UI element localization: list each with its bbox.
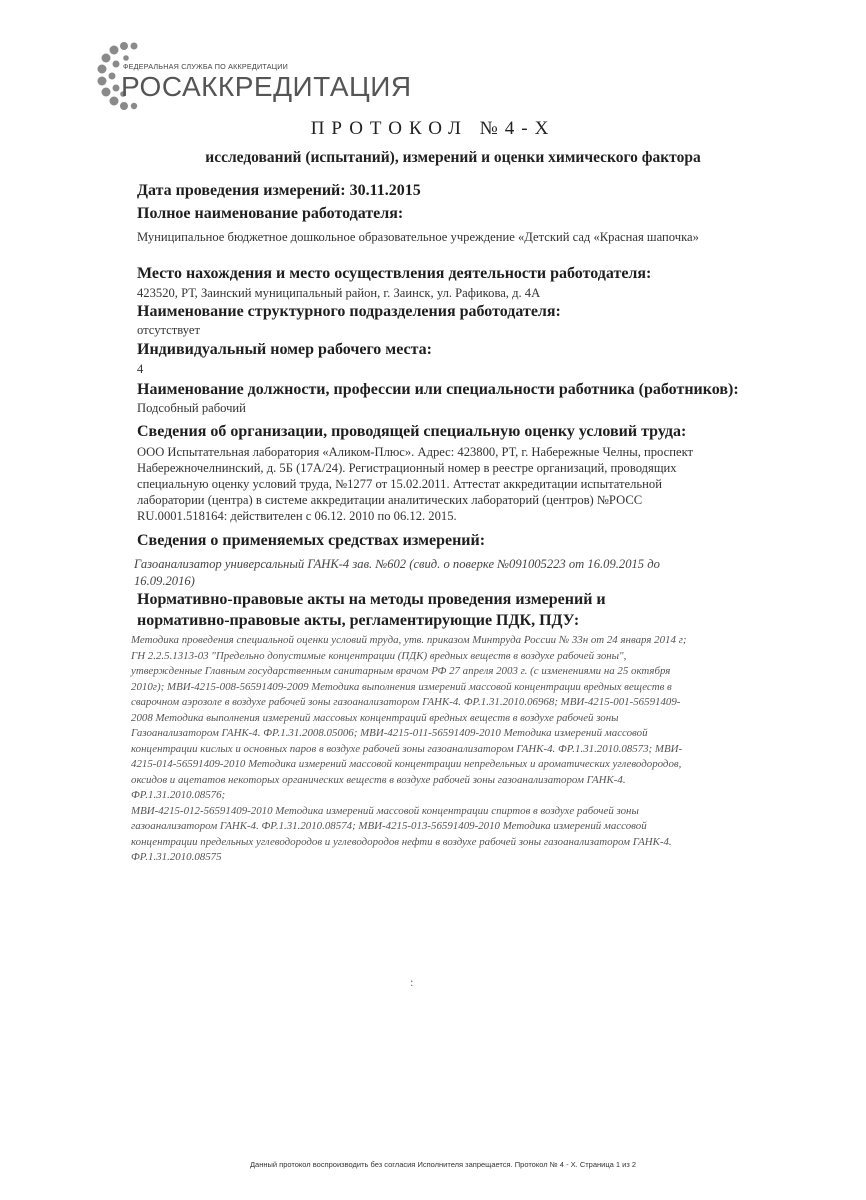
regulations-line: 4215-014-56591409-2010 Методика измерений массовой концентрации непредельных и ароматических углеводородов,	[131, 758, 682, 770]
regulations-line: утвержденные Главным государственным санитарным врачом РФ 27 апреля 2003 г. (с изменениями на 25 октября	[131, 665, 671, 677]
instruments-details	[134, 556, 754, 590]
employer-value: Муниципальное бюджетное дошкольное образовательное учреждение «Детский сад «Красная шапочка»	[137, 230, 699, 244]
organization-heading: Сведения об организации, проводящей специальную оценку условий труда:	[137, 423, 687, 440]
logo-agency-name: РОСАККРЕДИТАЦИЯ	[121, 71, 412, 102]
position-heading: Наименование должности, профессии или специальности работника (работников):	[137, 381, 739, 398]
location-heading: Место нахождения и место осуществления деятельности работодателя:	[137, 265, 652, 282]
regulations-line: сварочном аэрозоле в воздухе рабочей зоны газоанализатором ГАНК-4. ФР.1.31.2010.06968; МВИ-4215-001-56591409-	[131, 696, 681, 708]
regulations-line: концентрации предельных углеводородов и углеводородов нефти в воздухе рабочей зоны газоанализатором ГАНК-4.	[131, 835, 672, 848]
instruments-heading: Сведения о применяемых средствах измерений:	[137, 532, 486, 549]
workplace-heading: Индивидуальный номер рабочего места:	[137, 341, 432, 358]
regulations-line: газоанализатором ГАНК-4. ФР.1.31.2010.08574; МВИ-4215-013-56591409-2010 Методика измерений массовой	[131, 820, 647, 832]
instruments-line: Газоанализатор универсальный ГАНК-4 зав. №602 (свид. о поверке №091005223 от 16.09.2015 до	[134, 557, 660, 571]
regulations-line: ФР.1.31.2010.08575	[131, 851, 222, 863]
department-heading: Наименование структурного подразделения работодателя:	[137, 303, 561, 320]
location-value: 423520, РТ, Заинский муниципальный район, г. Заинск, ул. Рафикова, д. 4А	[137, 286, 541, 300]
regulations-line: Газоанализатором ГАНК-4. ФР.1.31.2008.05006; МВИ-4215-011-56591409-2010 Методика измерений массовой	[131, 727, 648, 739]
organization-line: лаборатории (центра) в системе аккредитации аналитических лабораторий (центров) №РОСС	[137, 493, 643, 507]
organization-details	[137, 444, 757, 524]
regulations-line: Методика проведения специальной оценки условий труда, утв. приказом Минтруда России № 33н от 24 января 2014 г;	[131, 634, 687, 646]
regulations-line: оксидов и ацетатов некоторых органических веществ в воздухе рабочей зоны газоанализатором ГАНК-4.	[131, 773, 626, 786]
regulations-line: ФР.1.31.2010.08576;	[131, 789, 226, 801]
instruments-line: 16.09.2016)	[134, 574, 195, 588]
workplace-value: 4	[137, 362, 144, 376]
scan-mark: :	[410, 975, 414, 989]
department-value: отсутствует	[137, 323, 200, 337]
position-value: Подсобный рабочий	[137, 401, 246, 415]
regulations-line: ГН 2.2.5.1313-03 "Предельно допустимые концентрации (ПДК) вредных веществ в воздухе рабочей зоны",	[131, 649, 627, 662]
organization-line: RU.0001.518164: действителен с 06.12. 2010 по 06.12. 2015.	[137, 509, 457, 523]
employer-heading: Полное наименование работодателя:	[137, 205, 404, 222]
regulations-line: МВИ-4215-012-56591409-2010 Методика измерений массовой концентрации спиртов в воздухе рабочей зоны	[131, 804, 639, 817]
accreditation-logo	[96, 36, 412, 126]
organization-line: специальную оценку условий труда, №1277 от 15.02.2011. Аттестат аккредитации испытательной	[137, 477, 662, 491]
regulations-line: 2010г); МВИ-4215-008-56591409-2009 Методика выполнения измерений массовой концентрации вредных веществ в	[131, 680, 672, 693]
regulations-line: 2008 Методика выполнения измерений массовых концентраций вредных веществ в воздухе рабочей зоны	[131, 711, 619, 724]
regulations-line: концентрации кислых и основных паров в воздухе рабочей зоны газоанализатором ГАНК-4. ФР.1.31.2010.08573; МВИ-	[131, 742, 683, 755]
regulations-heading-line1: Нормативно-правовые акты на методы проведения измерений и	[137, 591, 606, 608]
logo-agency-subtitle: ФЕДЕРАЛЬНАЯ СЛУЖБА ПО АККРЕДИТАЦИИ	[123, 62, 288, 71]
page-footer: Данный протокол воспроизводить без согласия Исполнителя запрещается. Протокол № 4 - Х. Страница 1 из 2	[249, 1160, 637, 1169]
regulations-details	[131, 633, 806, 866]
regulations-heading-line2: нормативно-правовые акты, регламентирующие ПДК, ПДУ:	[137, 612, 580, 629]
measurement-date: Дата проведения измерений: 30.11.2015	[137, 182, 421, 199]
document-subtitle: исследований (испытаний), измерений и оценки химического фактора	[205, 149, 701, 166]
organization-line: Набережночелнинский, д. 5Б (17А/24). Регистрационный номер в реестре организаций, проводящих	[137, 461, 677, 475]
organization-line: ООО Испытательная лаборатория «Аликом-Плюс». Адрес: 423800, РТ, г. Набережные Челны, проспект	[137, 445, 694, 459]
document-title: ПРОТОКОЛ №4-Х	[310, 118, 556, 139]
